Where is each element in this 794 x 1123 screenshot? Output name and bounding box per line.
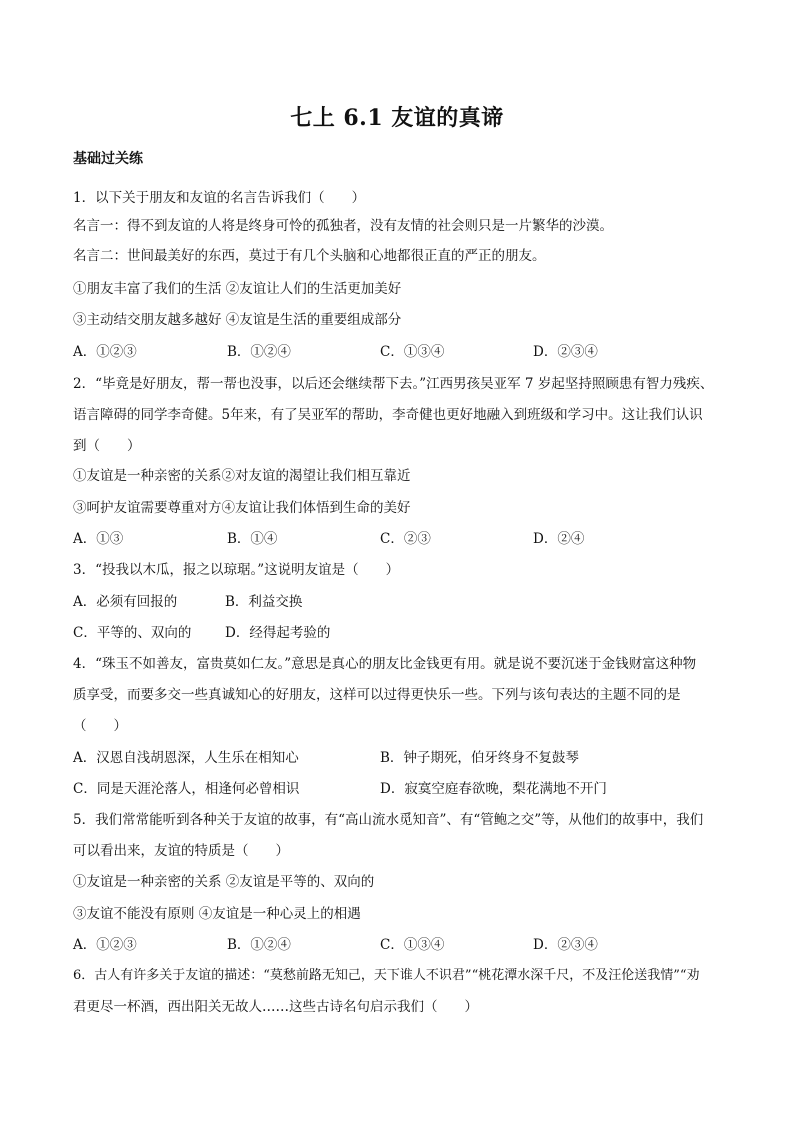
q5-option-d: D．②③④ — [533, 937, 598, 953]
q1-quote-1: 名言一：得不到友谊的人将是终身可怜的孤独者，没有友情的社会则只是一片繁华的沙漠。 — [73, 218, 613, 234]
q1-option-c: C．①③④ — [380, 344, 445, 360]
q3-option-a: A．必须有回报的 — [73, 594, 178, 610]
q3-stem: 3．“投我以木瓜，报之以琼琚。”这说明友谊是（ ） — [73, 562, 400, 578]
q3-option-c: C．平等的、双向的 — [73, 625, 192, 641]
q1-statement-1: ①朋友丰富了我们的生活 ②友谊让人们的生活更加美好 — [73, 281, 402, 297]
q1-option-b: B．①②④ — [227, 344, 291, 360]
q5-statement-2: ③友谊不能没有原则 ④友谊是一种心灵上的相遇 — [73, 906, 361, 922]
q4-option-a: A．汉恩自浅胡恩深，人生乐在相知心 — [73, 750, 299, 766]
q5-stem-line-1: 5．我们常常能听到各种关于友谊的故事，有“高山流水觅知音”、有“管鲍之交”等，从他们的故事中，我们 — [73, 812, 704, 828]
q5-option-a: A．①②③ — [73, 937, 137, 953]
q3-option-d: D．经得起考验的 — [225, 625, 331, 641]
section-heading: 基础过关练 — [73, 151, 143, 167]
q2-stem-line-1: 2．“毕竟是好朋友，帮一帮也没事，以后还会继续帮下去。”江西男孩吴亚军 7 岁起坚持照顾患有智力残疾、 — [73, 376, 714, 392]
q6-stem-line-1: 6．古人有许多关于友谊的描述：“莫愁前路无知己，天下谁人不识君”“桃花潭水深千尺，不及汪伦送我情”“劝 — [73, 968, 700, 983]
document-title: 七上 6.1 友谊的真谛 — [290, 105, 504, 131]
q4-option-c: C．同是天涯沦落人，相逢何必曾相识 — [73, 781, 300, 797]
q4-option-d: D．寂寞空庭春欲晚，梨花满地不开门 — [380, 781, 607, 797]
q2-option-a: A．①③ — [73, 531, 124, 547]
q4-stem-line-2: 质享受，而要多交一些真诚知心的好朋友，这样可以过得更快乐一些。下列与该句表达的主题不同的是 — [73, 687, 681, 703]
q3-option-b: B．利益交换 — [225, 594, 303, 610]
q5-option-c: C．①③④ — [380, 937, 445, 953]
q6-stem-line-2: 君更尽一杯酒，西出阳关无故人……这些古诗名句启示我们（ ） — [73, 999, 478, 1015]
q4-stem-line-3: （ ） — [73, 718, 127, 734]
q2-statement-2: ③呵护友谊需要尊重对方④友谊让我们体悟到生命的美好 — [73, 500, 411, 516]
q2-stem-line-2: 语言障碍的同学李奇健。5年来，有了吴亚军的帮助，李奇健也更好地融入到班级和学习中。这让我们认识 — [73, 407, 703, 423]
q5-stem-line-2: 可以看出来，友谊的特质是（ ） — [73, 843, 289, 859]
q2-option-b: B．①④ — [227, 531, 278, 547]
q1-statement-2: ③主动结交朋友越多越好 ④友谊是生活的重要组成部分 — [73, 312, 402, 328]
q4-stem-line-1: 4．“珠玉不如善友，富贵莫如仁友。”意思是真心的朋友比金钱更有用。就是说不要沉迷于金钱财富这种物 — [73, 656, 697, 672]
q1-option-a: A．①②③ — [73, 344, 137, 360]
q2-option-c: C．②③ — [380, 531, 431, 547]
q2-option-d: D．②④ — [533, 531, 585, 547]
q4-option-b: B．钟子期死，伯牙终身不复鼓琴 — [380, 750, 579, 766]
q2-statement-1: ①友谊是一种亲密的关系②对友谊的渴望让我们相互靠近 — [73, 468, 411, 484]
q1-stem: 1．以下关于朋友和友谊的名言告诉我们（ ） — [73, 190, 366, 206]
q1-option-d: D．②③④ — [533, 344, 598, 360]
q5-option-b: B．①②④ — [227, 937, 291, 953]
q5-statement-1: ①友谊是一种亲密的关系 ②友谊是平等的、双向的 — [73, 874, 375, 890]
q1-quote-2: 名言二：世间最美好的东西，莫过于有几个头脑和心地都很正直的严正的朋友。 — [73, 248, 546, 264]
q2-stem-line-3: 到（ ） — [73, 438, 141, 454]
